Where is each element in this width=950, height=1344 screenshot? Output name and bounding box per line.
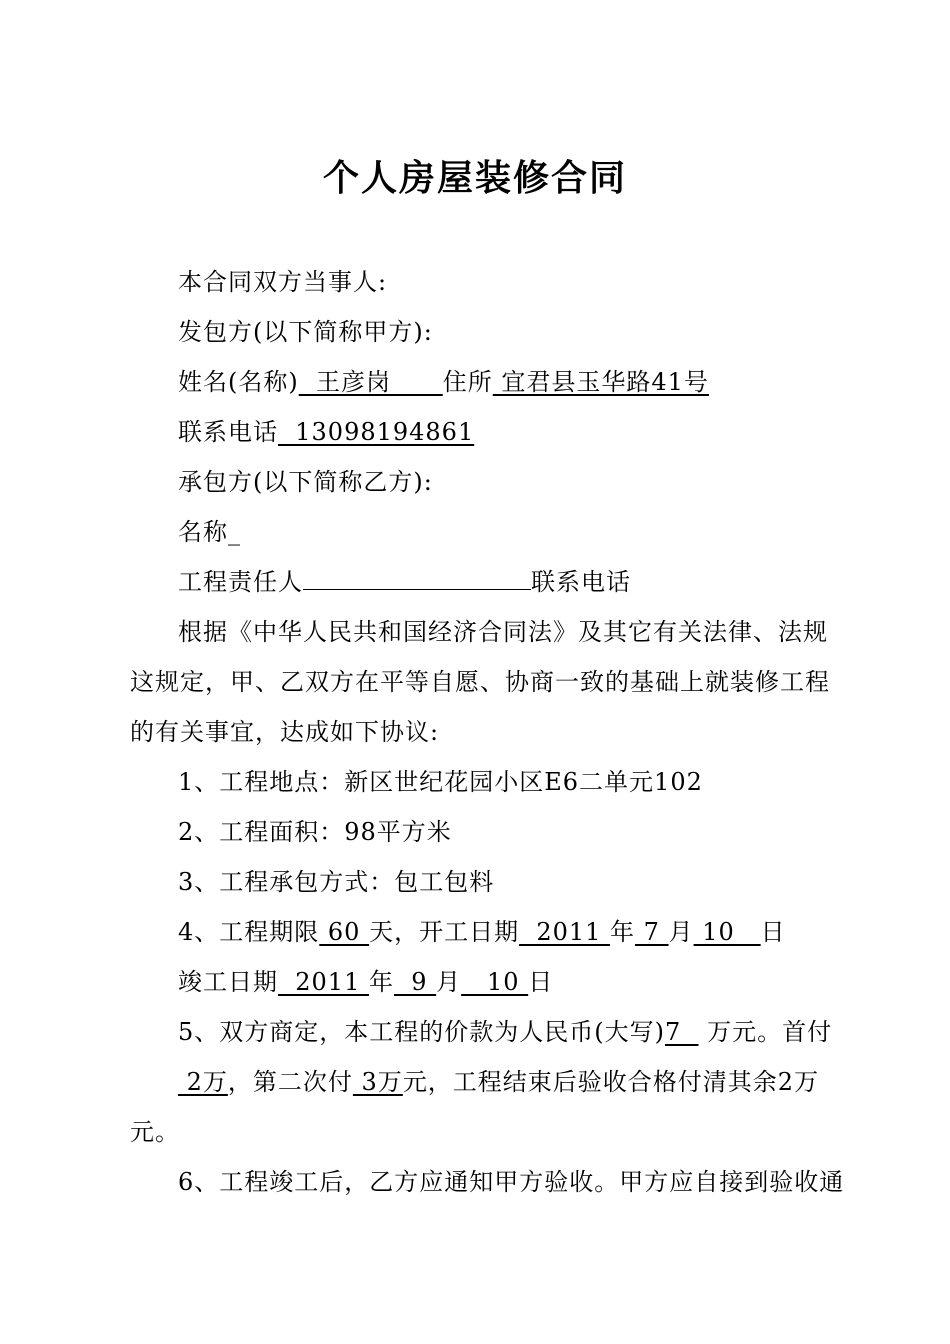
- clause-2: 2、工程面积：98平方米: [178, 818, 452, 846]
- preamble-line-2: 这规定，甲、乙双方在平等自愿、协商一致的基础上就装修工程: [130, 668, 830, 696]
- party-a-address-value: 宜君县玉华路41号: [492, 368, 709, 396]
- end-month: 9: [393, 968, 437, 996]
- end-day: 10: [461, 968, 529, 996]
- party-a-phone-value: 13098194861: [278, 418, 475, 446]
- start-month: 7: [635, 918, 669, 946]
- day-unit: 日: [528, 968, 554, 996]
- first-payment: 2万: [178, 1068, 228, 1096]
- clause-4-line-2: [178, 962, 553, 997]
- day-unit: 日: [760, 918, 786, 946]
- clause-4-line-1: [178, 912, 786, 947]
- start-day: 10: [693, 918, 761, 946]
- preamble-line-3: 的有关事宜，达成如下协议:: [130, 718, 440, 746]
- clause-5-line-2: [178, 1062, 819, 1097]
- clause-5-text: 万元。首付: [698, 1018, 833, 1046]
- clause-3: 3、工程承包方式：包工包料: [178, 868, 495, 896]
- party-b-manager-blank: [303, 565, 531, 590]
- party-b-manager-line: [178, 562, 631, 597]
- total-price: 7: [665, 1018, 699, 1046]
- duration-days: 60: [319, 918, 370, 946]
- clause-5-line-3: 元。: [130, 1118, 180, 1146]
- party-b-heading: 承包方(以下简称乙方):: [178, 468, 433, 496]
- second-payment: 3万: [352, 1068, 403, 1096]
- end-year: 2011: [278, 968, 369, 996]
- document-title: 个人房屋装修合同: [322, 157, 627, 199]
- clause-5-text: 元，工程结束后验收合格付清其余2万: [402, 1068, 820, 1096]
- party-a-phone-line: [178, 412, 474, 447]
- month-unit: 月: [668, 918, 694, 946]
- party-a-name-line: [178, 362, 709, 397]
- parties-intro: 本合同双方当事人:: [178, 268, 388, 296]
- party-a-heading: 发包方(以下简称甲方):: [178, 318, 433, 346]
- party-b-manager-label: 工程责任人: [178, 568, 303, 596]
- month-unit: 月: [436, 968, 462, 996]
- clause-4-label: 4、工程期限: [178, 918, 320, 946]
- start-year: 2011: [519, 918, 611, 946]
- party-b-phone-label: 联系电话: [531, 568, 631, 596]
- clause-5-text: ，第二次付: [227, 1068, 353, 1096]
- party-a-name-label: 姓名(名称): [178, 368, 299, 396]
- party-a-address-label: 住所: [442, 368, 493, 396]
- year-unit: 年: [610, 918, 636, 946]
- clause-6: 6、工程竣工后，乙方应通知甲方验收。甲方应自接到验收通: [178, 1168, 845, 1196]
- clause-5-line-1: [178, 1012, 832, 1047]
- year-unit: 年: [368, 968, 394, 996]
- preamble-line-1: 根据《中华人民共和国经济合同法》及其它有关法律、法规: [178, 618, 828, 646]
- party-a-name-value: 王彦岗: [298, 368, 443, 396]
- party-a-phone-label: 联系电话: [178, 418, 278, 446]
- clause-1: 1、工程地点：新区世纪花园小区E6二单元102: [178, 768, 703, 796]
- end-date-label: 竣工日期: [178, 968, 278, 996]
- clause-5-text: 5、双方商定，本工程的价款为人民币(大写): [178, 1018, 665, 1046]
- start-date-label: 天，开工日期: [369, 918, 520, 946]
- party-b-name-label: 名称_: [178, 518, 241, 546]
